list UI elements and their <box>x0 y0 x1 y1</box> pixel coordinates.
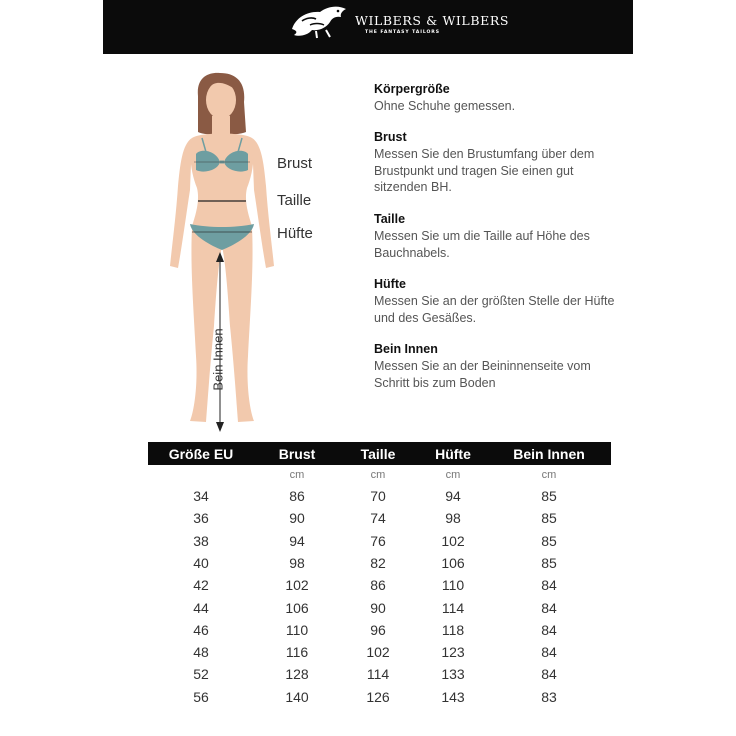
table-cell: 128 <box>285 666 309 683</box>
table-cell: 110 <box>285 621 309 638</box>
table-cell: 85 <box>541 532 557 549</box>
unit-hip: cm <box>445 469 461 481</box>
header-waist: Taille <box>360 446 396 462</box>
table-cell: 102 <box>285 577 309 594</box>
table-cell: 133 <box>441 666 465 683</box>
table-row <box>148 666 611 688</box>
header-hip: Hüfte <box>435 446 471 462</box>
table-cell: 140 <box>285 688 309 705</box>
table-cell: 110 <box>441 577 465 594</box>
table-cell: 94 <box>445 488 461 504</box>
description-title: Brust <box>374 130 407 144</box>
table-cell: 98 <box>289 554 305 571</box>
table-row <box>148 510 611 532</box>
table-row <box>148 488 611 510</box>
header-inseam: Bein Innen <box>513 446 585 462</box>
table-cell: 102 <box>366 644 390 661</box>
table-cell: 123 <box>441 644 465 661</box>
header-size-eu: Größe EU <box>168 446 234 462</box>
unit-chest: cm <box>289 469 305 481</box>
table-row <box>148 533 611 555</box>
table-cell: 98 <box>445 510 461 527</box>
table-cell: 94 <box>289 532 305 549</box>
table-cell: 85 <box>541 510 557 527</box>
description-height <box>374 82 624 115</box>
table-cell: 84 <box>541 599 557 616</box>
table-cell: 114 <box>441 599 465 616</box>
brand-name: WILBERS & WILBERS <box>355 13 510 28</box>
table-cell: 74 <box>370 510 386 527</box>
table-cell: 46 <box>193 621 209 638</box>
description-text: Messen Sie an der größten Stelle der Hüfte und des Gesäßes. <box>374 294 615 325</box>
unit-waist: cm <box>370 469 386 481</box>
description-text: Messen Sie den Brustumfang über dem Brustpunkt und tragen Sie einen gut sitzenden BH. <box>374 147 595 194</box>
table-cell: 34 <box>193 488 209 504</box>
size-table-header <box>148 442 611 465</box>
table-cell: 85 <box>541 488 557 504</box>
table-cell: 56 <box>193 688 209 705</box>
unit-inseam: cm <box>541 469 557 481</box>
brand-banner <box>103 0 633 54</box>
figure-label-chest: Brust <box>277 155 313 172</box>
description-text: Messen Sie um die Taille auf Höhe des Bauchnabels. <box>374 229 590 260</box>
description-chest <box>374 130 624 196</box>
table-cell: 90 <box>289 510 305 527</box>
table-cell: 86 <box>289 488 305 504</box>
description-title: Hüfte <box>374 277 406 291</box>
description-title: Bein Innen <box>374 342 438 356</box>
table-cell: 96 <box>370 621 386 638</box>
description-waist <box>374 212 624 261</box>
table-cell: 70 <box>370 488 386 504</box>
table-cell: 85 <box>541 554 557 571</box>
table-cell: 76 <box>370 532 386 549</box>
table-row <box>148 689 611 711</box>
header-chest: Brust <box>278 446 316 462</box>
table-cell: 106 <box>441 554 465 571</box>
table-cell: 116 <box>285 644 309 661</box>
description-text: Ohne Schuhe gemessen. <box>374 99 516 113</box>
table-cell: 143 <box>441 688 465 705</box>
description-hip <box>374 277 624 326</box>
horse-logo-icon <box>286 3 352 39</box>
table-cell: 38 <box>193 532 209 549</box>
table-cell: 126 <box>366 688 390 705</box>
table-cell: 102 <box>441 532 465 549</box>
table-row <box>148 622 611 644</box>
table-cell: 114 <box>366 666 390 683</box>
table-cell: 36 <box>193 510 209 527</box>
table-cell: 106 <box>285 599 309 616</box>
description-inseam <box>374 342 624 391</box>
figure-label-inseam: Bein Innen <box>210 328 226 391</box>
figure-label-hip: Hüfte <box>277 225 313 242</box>
table-row <box>148 600 611 622</box>
table-cell: 48 <box>193 644 209 661</box>
table-cell: 84 <box>541 577 557 594</box>
table-cell: 84 <box>541 621 557 638</box>
description-text: Messen Sie an der Beininnenseite vom Schritt bis zum Boden <box>374 359 591 390</box>
table-row <box>148 555 611 577</box>
table-cell: 44 <box>193 599 209 616</box>
table-cell: 118 <box>441 621 465 638</box>
table-cell: 90 <box>370 599 386 616</box>
table-cell: 40 <box>193 554 209 571</box>
figure-label-waist: Taille <box>277 192 312 209</box>
table-cell: 42 <box>193 577 209 594</box>
description-title: Taille <box>374 212 406 226</box>
table-cell: 84 <box>541 666 557 683</box>
table-cell: 86 <box>370 577 386 594</box>
description-title: Körpergröße <box>374 82 450 96</box>
table-cell: 84 <box>541 644 557 661</box>
table-row <box>148 644 611 666</box>
table-cell: 83 <box>541 688 557 705</box>
table-row <box>148 577 611 599</box>
table-cell: 82 <box>370 554 386 571</box>
table-cell: 52 <box>193 666 209 683</box>
brand-tagline: THE FANTASY TAILORS <box>365 30 440 35</box>
